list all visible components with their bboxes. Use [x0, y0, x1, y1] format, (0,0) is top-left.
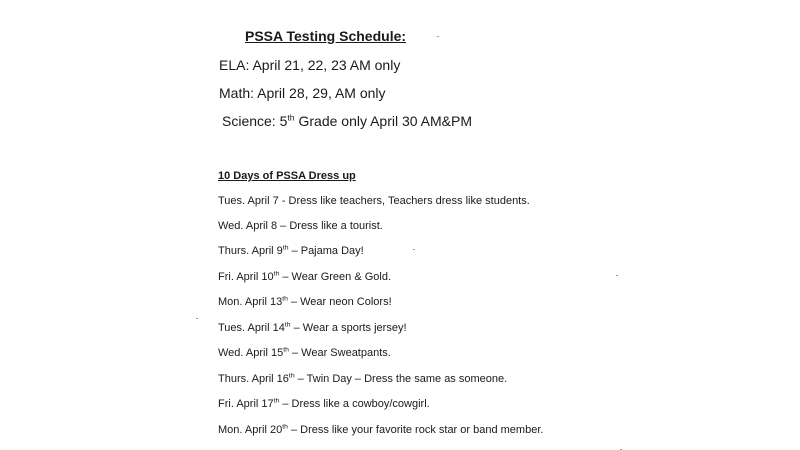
- science-schedule-prefix: Science: 5: [222, 113, 288, 129]
- day-sup: th: [288, 372, 295, 380]
- ela-schedule: ELA: April 21, 22, 23 AM only: [219, 57, 401, 73]
- day-prefix: Tues. April 14: [218, 322, 285, 334]
- day-suffix: – Twin Day – Dress the same as someone.: [294, 373, 508, 385]
- day-sup: th: [282, 244, 289, 252]
- dress-up-day: [218, 271, 391, 283]
- dress-up-title: 10 Days of PSSA Dress up: [218, 170, 356, 182]
- day-prefix: Fri. April 10: [218, 271, 274, 283]
- day-suffix: – Wear a sports jersey!: [290, 322, 407, 334]
- dress-up-day: [218, 347, 391, 359]
- science-schedule: [222, 113, 472, 129]
- dress-up-day: [218, 220, 383, 232]
- scan-speck: [196, 318, 198, 319]
- dress-up-day: [218, 245, 364, 257]
- day-prefix: Thurs. April 9: [218, 245, 283, 257]
- day-prefix: Thurs. April 16: [218, 373, 289, 385]
- day-suffix: – Dress like a cowboy/cowgirl.: [279, 398, 430, 410]
- day-sup: th: [282, 295, 288, 303]
- day-sup: th: [283, 346, 289, 354]
- day-suffix: – Wear Sweatpants.: [288, 347, 391, 359]
- day-prefix: Wed. April 8 – Dress like a tourist.: [218, 220, 383, 232]
- dress-up-day: [218, 322, 407, 334]
- day-sup: th: [282, 423, 288, 431]
- dress-up-day: [218, 195, 530, 207]
- day-sup: th: [273, 397, 280, 405]
- day-suffix: – Wear Green & Gold.: [279, 271, 392, 283]
- day-prefix: Mon. April 20: [218, 424, 283, 436]
- dress-up-day: [218, 296, 392, 308]
- dress-up-day: [218, 373, 507, 385]
- scan-speck: [413, 249, 415, 250]
- day-suffix: – Wear neon Colors!: [287, 296, 392, 308]
- science-schedule-sup: th: [287, 112, 295, 123]
- day-prefix: Fri. April 17: [218, 398, 274, 410]
- testing-schedule-title: PSSA Testing Schedule:: [245, 28, 407, 44]
- day-prefix: Tues. April 7 - Dress like teachers, Teachers dress like students.: [218, 195, 530, 207]
- dress-up-day: [218, 398, 430, 410]
- scan-speck: [616, 275, 618, 276]
- dress-up-day: [218, 424, 543, 436]
- scan-speck: [437, 36, 439, 37]
- math-schedule: Math: April 28, 29, AM only: [219, 85, 386, 101]
- day-suffix: – Pajama Day!: [288, 245, 364, 257]
- day-sup: th: [284, 321, 291, 329]
- science-schedule-suffix: Grade only April 30 AM&PM: [294, 113, 473, 129]
- day-sup: th: [273, 270, 280, 278]
- day-suffix: – Dress like your favorite rock star or band member.: [287, 424, 544, 436]
- day-prefix: Mon. April 13: [218, 296, 283, 308]
- day-prefix: Wed. April 15: [218, 347, 284, 359]
